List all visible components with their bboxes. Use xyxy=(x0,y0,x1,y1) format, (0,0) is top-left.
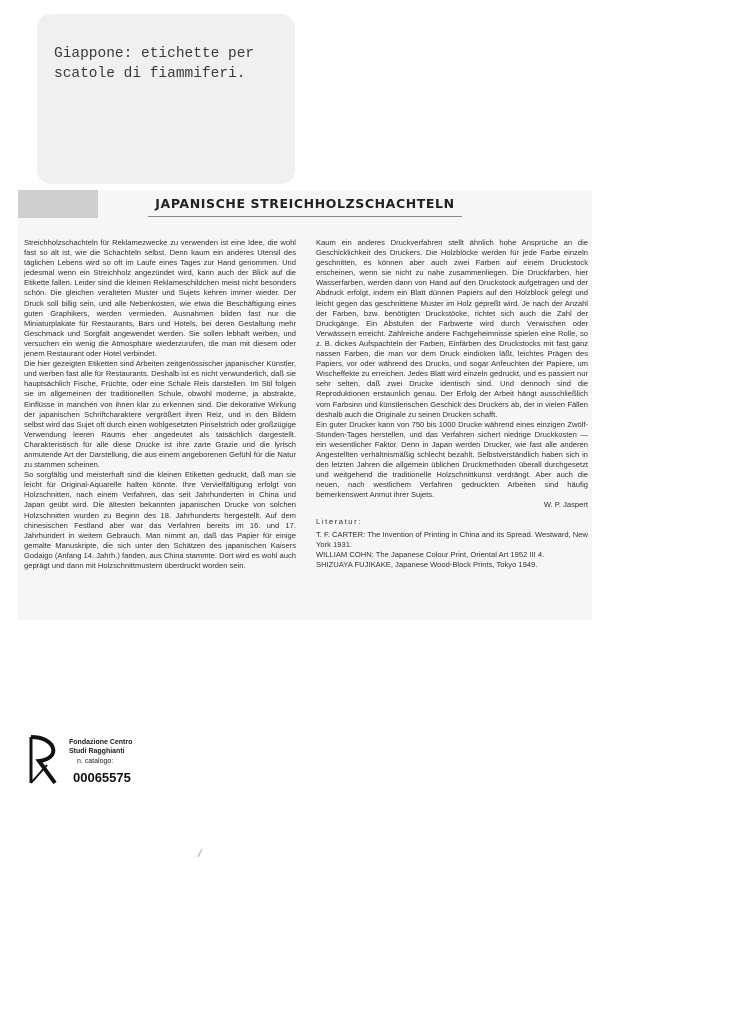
right-paragraph-2: Ein guter Drucker kann von 750 bis 1000 Drucke während eines einzigen Zwölf-Stunden-Tages herstellen, und das Verfahren sichert niedrige Druckkosten — ein wesentlicher Faktor. Denn in Japan werden Drucker, wie fast alle anderen Angestellten verhältnismäßig schlecht bezahlt. Selbstverständlich haben sich in den letzten Jahren die allgemein üblichen Druckmethoden überall durchgesetzt und weitgehend die traditionelle Holzschnittkunst verdrängt. Aber auch die neuen, nach westlichem Verfahren gedruckten Arbeiten sind häufig bemerkenswert Anmut ihrer Sujets. xyxy=(316,419,588,500)
left-paragraph-1: Streichholzschachteln für Reklamezwecke zu verwenden ist eine Idee, die wohl fast so alt ist, wie die Schachteln selbst. Denn kaum ein anderes Utensil des täglichen Lebens wird so oft im Laufe eines Tages zur Hand genommen. Und jedesmal wenn ein Streichholz angezündet wird, kann auch der Blick auf die Etikette fallen. Leider sind die kleinen Reklameschildchen meist nicht besonders schön. Die gleichen veralteten Muster und Sujets kehren immer wieder. Der Druck soll billig sein, und alle Nebenkosten, wie etwa die Beschäftigung eines guten Graphikers, werden vermieden. Ausnahmen bilden fast nur die Miniaturplakate für Restaurants, Bars und Hotels, bei deren Gestaltung mehr Geschmack und Sorgfalt angewendet werden. Sie sollen lebhaft werben, und versuchen ein wenig die Atmosphäre wiederzurufen, die man mit diesem oder jenem Restaurant oder Hotel verbindet. xyxy=(24,238,296,359)
right-column xyxy=(316,238,588,570)
left-paragraph-2: Die hier gezeigten Etiketten sind Arbeiten zeitgenössischer japanischer Künstler, und werben fast alle für Restaurants. Deshalb ist es nicht verwunderlich, daß sie hauptsächlich Fische, Früchte, oder eine Schale Reis darstellen. Im Stil folgen sie im allgemeinen der traditionellen Schule, obwohl moderne, ja abstrakte, Einflüsse in manchen von ihnen klar zu erkennen sind. Die dekorative Wirkung der japanischen Schriftcharaktere vergrößert ihren Reiz, und in den Bildern selbst wird das Sujet oft durch einen wohlgesetzten Pinselstrich oder großzügige Verwendung leeren Raums eher angedeutet als tatsächlich dargestellt. Charakteristisch für alle diese Drucke ist ihre zarte Grazie und die lyrisch anmutende Art der Darstellung, die aus einem angeborenen Gefühl für die Natur zu stammen scheinen. xyxy=(24,359,296,470)
left-column xyxy=(24,238,296,571)
article-title: JAPANISCHE STREICHHOLZSCHACHTELN xyxy=(155,196,455,211)
right-paragraph-1: Kaum ein anderes Druckverfahren stellt ähnlich hohe Ansprüche an die Geschicklichkeit des Druckers. Die Holzblöcke werden für jede Farbe einzeln geschnitten, es können aber auch zwei Farben auf einem Druckstock erscheinen, wenn sie nicht zu nahe zusammenliegen. Die Druckfarben, hier Wasserfarben, werden dann von Hand auf den Druckstock aufgetragen und der Abdruck erfolgt, indem ein Blatt dünnen Papiers auf den Holzblock gelegt und leicht gegen das geschnittene Muster im Holz gepreßt wird. Je nach der Anzahl der Farben, bzw. benötigten Druckstöcke, richtet sich auch die Zahl der Druckgänge. Ein Abstufen der Farbwerte wird durch Verwischen oder Verwässern erreicht. Zahlreiche andere Fachgeheimnisse spielen eine Rolle, so z. B. dickes Aufspachteln der Farben, Einfärben des Druckstocks mit fast ganz nassen Farben, die man vor dem Druck eindicken läßt, leichtes Prägen des Papiers, vor oder während des Drucks, und sogar Anfeuchten der Papiere, um Wischeffekte zu erreichen. Jedes Blatt wird einzeln gedruckt, und es passiert nur sehr selten, daß zwei Drucke identisch sind. Und dennoch sind die Reproduktionen erstaunlich genau. Der Erfolg der Arbeit hängt ausschließlich vom Farbsinn und künstlerischen Geschick des Druckers ab, der in vielen Fällen deshalb auch die Originale zu seinen Drucken schafft. xyxy=(316,238,588,419)
literature-entry: WILLIAM COHN: The Japanese Colour Print, Oriental Art 1952 III 4. xyxy=(316,549,545,559)
card-line-1: Giappone: etichette per xyxy=(54,46,255,62)
literature-entry: T. F. CARTER: The Invention of Printing in China and its Spread. Westward, New York 1931. xyxy=(316,529,588,549)
stamp-line-3: n. catalogo: xyxy=(77,758,114,765)
pencil-mark-icon xyxy=(196,848,204,858)
foundation-logo-icon xyxy=(27,735,67,785)
stamp-line-1: Fondazione Centro xyxy=(69,739,133,746)
card-caption xyxy=(54,44,254,84)
left-paragraph-3: So sorgfältig und meisterhaft sind die kleinen Etiketten gedruckt, daß man sie leicht für Original-Aquarelle halten könnte. Ihre Vervielfältigung erfolgt von Holzschnitten, nach einem Verfahren, das seit Jahrhunderten in China und Japan geübt wird. Die ältesten bekannten japanischen Drucke von solchen Holzschnitten wurden zu Beginn des 18. Jahrhunderts hergestellt. Auf dem chinesischen Festland aber war das Verfahren bereits im 16. und 17. Jahrhundert in weitem Gebrauch. Man nimmt an, daß das Papier für einige gemalte Manuskripte, die sich unter den Schätzen des japanischen Kaisers Godaigo (Anfang 14. Jahrh.) fanden, aus China stammte. Dort wird es wohl auch geprägt und dann mit Holzschnittmustern überdruckt worden sein. xyxy=(24,470,296,570)
tape-strip xyxy=(18,190,98,218)
literature-entry: SHIZUAYA FUJIKAKE, Japanese Wood-Block Prints, Tokyo 1949. xyxy=(316,559,538,569)
author-signature: W. P. Jaspert xyxy=(543,500,588,510)
archive-stamp xyxy=(27,735,147,790)
card-line-2: scatole di fiammiferi. xyxy=(54,66,246,82)
stamp-line-2: Studi Ragghianti xyxy=(69,748,125,755)
newspaper-clipping xyxy=(18,190,592,620)
literature-heading: Literatur: xyxy=(316,516,362,526)
catalog-card xyxy=(37,14,295,184)
title-rule xyxy=(148,216,462,217)
catalog-number: 00065575 xyxy=(73,770,131,785)
